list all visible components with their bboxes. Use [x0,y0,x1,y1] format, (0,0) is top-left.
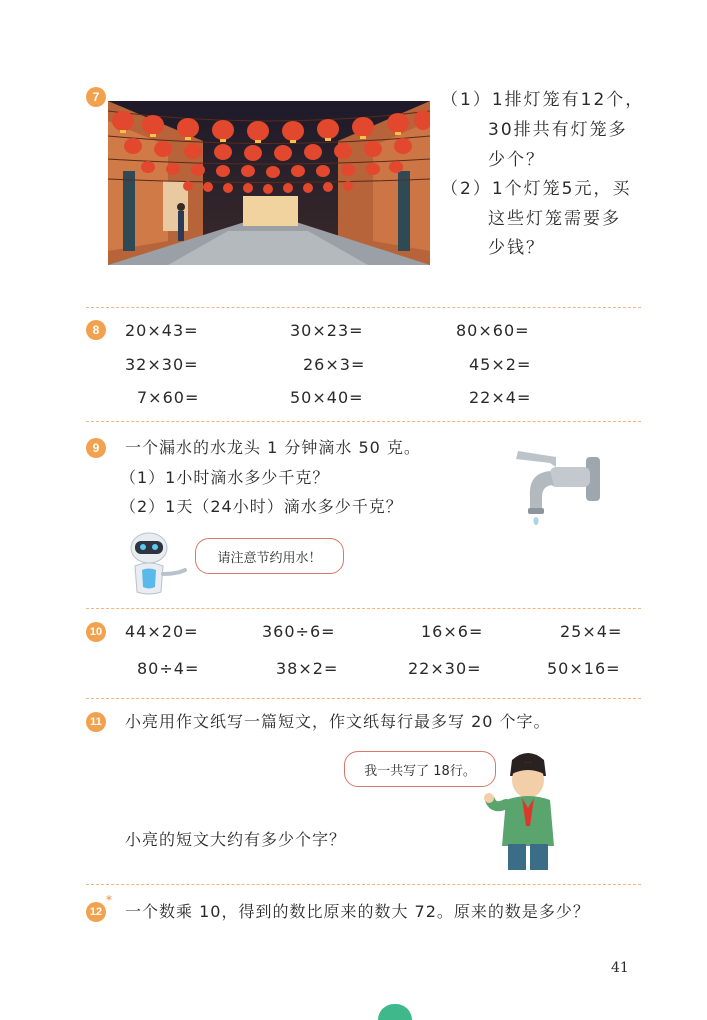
q8-equation: 50×40= [290,388,364,407]
q11-question: 小亮的短文大约有多少个字？ [125,830,347,849]
q11-speech-bubble: 我一共写了 18行。 [344,751,496,787]
q8-equation: 45×2= [469,355,532,374]
q8-equation: 22×4= [469,388,532,407]
robot-icon [125,532,197,598]
q7-line-2: 30排共有灯笼多 [488,120,628,140]
section-divider [86,698,641,699]
q10-equation: 360÷6= [262,622,336,641]
q12-text: 一个数乘 10，得到的数比原来的数大 72。原来的数是多少？ [125,902,590,921]
boy-illustration [484,750,574,872]
q9-line-1: 一个漏水的水龙头 1 分钟滴水 50 克。 [125,438,421,457]
question-8-badge: 8 [86,320,106,340]
q10-equation: 25×4= [560,622,623,641]
section-divider [86,884,641,885]
q8-equation: 80×60= [456,321,530,340]
question-7-badge: 7 [86,87,106,107]
q7-line-4: （2）1个灯笼5元，买 [441,179,632,199]
q9-line-2: （1）1小时滴水多少千克？ [120,468,330,487]
question-9-badge: 9 [86,438,106,458]
q10-equation: 38×2= [276,659,339,678]
page-number: 41 [611,960,629,976]
q7-line-6: 少钱？ [488,238,545,258]
q11-line-1: 小亮用作文纸写一篇短文，作文纸每行最多写 20 个字。 [125,712,551,731]
q10-equation: 50×16= [547,659,621,678]
lantern-street-illustration [108,101,430,265]
q7-line-3: 少个？ [488,150,545,170]
q10-equation: 22×30= [408,659,482,678]
section-divider [86,608,641,609]
question-12-badge: 12 [86,902,106,922]
faucet-illustration [510,445,602,530]
question-10-badge: 10 [86,622,106,642]
q10-equation: 16×6= [421,622,484,641]
question-11-badge: 11 [86,712,106,732]
q9-line-3: （2）1天（24小时）滴水多少千克？ [120,497,403,516]
q10-equation: 80÷4= [137,659,200,678]
q8-equation: 20×43= [125,321,199,340]
section-divider [86,421,641,422]
q8-equation: 26×3= [303,355,366,374]
q7-line-5: 这些灯笼需要多 [488,209,621,229]
bottom-decoration [378,1004,412,1020]
challenge-star: * [106,893,112,907]
q8-equation: 30×23= [290,321,364,340]
q7-line-1: （1）1排灯笼有12个， [441,90,645,110]
q10-equation: 44×20= [125,622,199,641]
q8-equation: 7×60= [137,388,200,407]
q8-equation: 32×30= [125,355,199,374]
section-divider [86,307,641,308]
q9-speech-bubble: 请注意节约用水！ [195,538,344,574]
